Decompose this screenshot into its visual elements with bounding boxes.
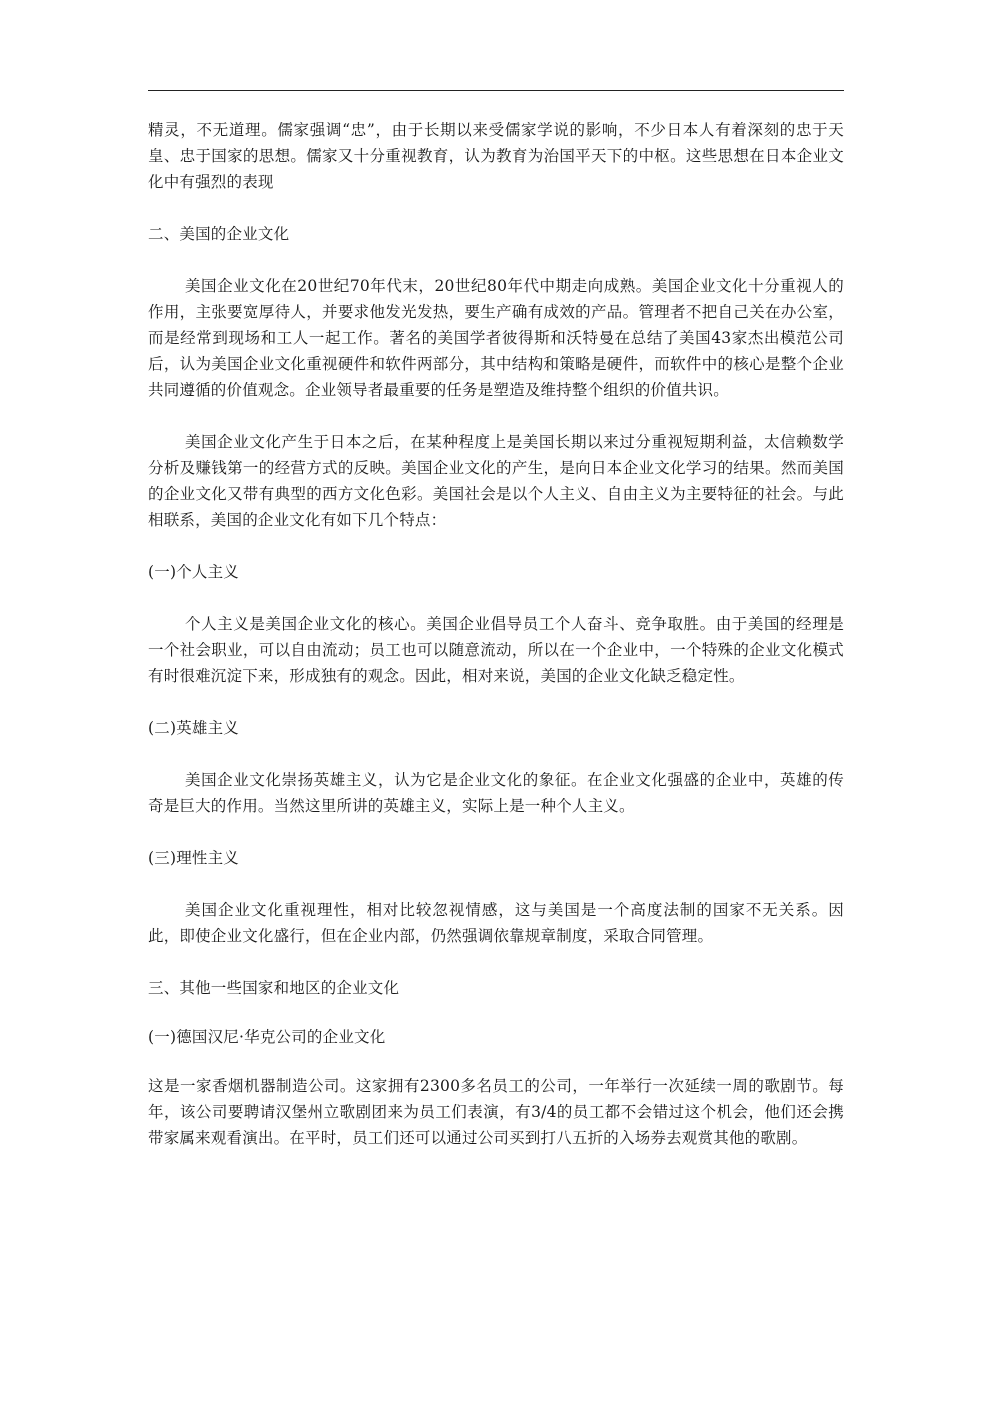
- paragraph-us-culture-overview: 美国企业文化在20世纪70年代末，20世纪80年代中期走向成熟。美国企业文化十分重视人的作用，主张要宽厚待人，并要求他发光发热，要生产确有成效的产品。管理者不把自己关在办公室，而是经常到现场和工人一起工作。著名的美国学者彼得斯和沃特曼在总结了美国43家杰出模范公司后，认为美国企业文化重视硬件和软件两部分，其中结构和策略是硬件，而软件中的核心是整个企业共同遵循的价值观念。企业领导者最重要的任务是塑造及维持整个组织的价值共识。: [148, 277, 844, 399]
- paragraph-individualism: 个人主义是美国企业文化的核心。美国企业倡导员工个人奋斗、竞争取胜。由于美国的经理是一个社会职业，可以自由流动；员工也可以随意流动，所以在一个企业中，一个特殊的企业文化模式有时很难沉淀下来，形成独有的观念。因此，相对来说，美国的企业文化缺乏稳定性。: [148, 615, 844, 685]
- subheading-individualism: (一)个人主义: [148, 563, 239, 581]
- header-rule: [148, 90, 844, 91]
- subheading-hauni-company: (一)德国汉尼·华克公司的企业文化: [148, 1028, 386, 1046]
- paragraph-hauni-company: 这是一家香烟机器制造公司。这家拥有2300多名员工的公司，一年举行一次延续一周的歌剧节。每年，该公司要聘请汉堡州立歌剧团来为员工们表演，有3/4的员工都不会错过这个机会，他们还会携带家属来观看演出。在平时，员工们还可以通过公司买到打八五折的入场券去观赏其他的歌剧。: [148, 1077, 844, 1147]
- subheading-rationalism: (三)理性主义: [148, 849, 239, 867]
- section-heading-other-countries: 三、其他一些国家和地区的企业文化: [148, 979, 400, 997]
- paragraph-rationalism: 美国企业文化重视理性，相对比较忽视情感，这与美国是一个高度法制的国家不无关系。因此，即使企业文化盛行，但在企业内部，仍然强调依靠规章制度，采取合同管理。: [148, 901, 844, 945]
- subheading-heroism: (二)英雄主义: [148, 719, 239, 737]
- paragraph-heroism: 美国企业文化崇扬英雄主义，认为它是企业文化的象征。在企业文化强盛的企业中，英雄的传奇是巨大的作用。当然这里所讲的英雄主义，实际上是一种个人主义。: [148, 771, 844, 815]
- section-heading-us-culture: 二、美国的企业文化: [148, 225, 290, 243]
- paragraph-intro-continued: 精灵，不无道理。儒家强调“忠”，由于长期以来受儒家学说的影响，不少日本人有着深刻的忠于天皇、忠于国家的思想。儒家又十分重视教育，认为教育为治国平天下的中枢。这些思想在日本企业文化中有强烈的表现: [148, 121, 844, 191]
- paragraph-us-culture-origin: 美国企业文化产生于日本之后，在某种程度上是美国长期以来过分重视短期利益，太信赖数学分析及赚钱第一的经营方式的反映。美国企业文化的产生，是向日本企业文化学习的结果。然而美国的企业文化又带有典型的西方文化色彩。美国社会是以个人主义、自由主义为主要特征的社会。与此相联系，美国的企业文化有如下几个特点：: [148, 433, 844, 529]
- document-body: [148, 117, 844, 1177]
